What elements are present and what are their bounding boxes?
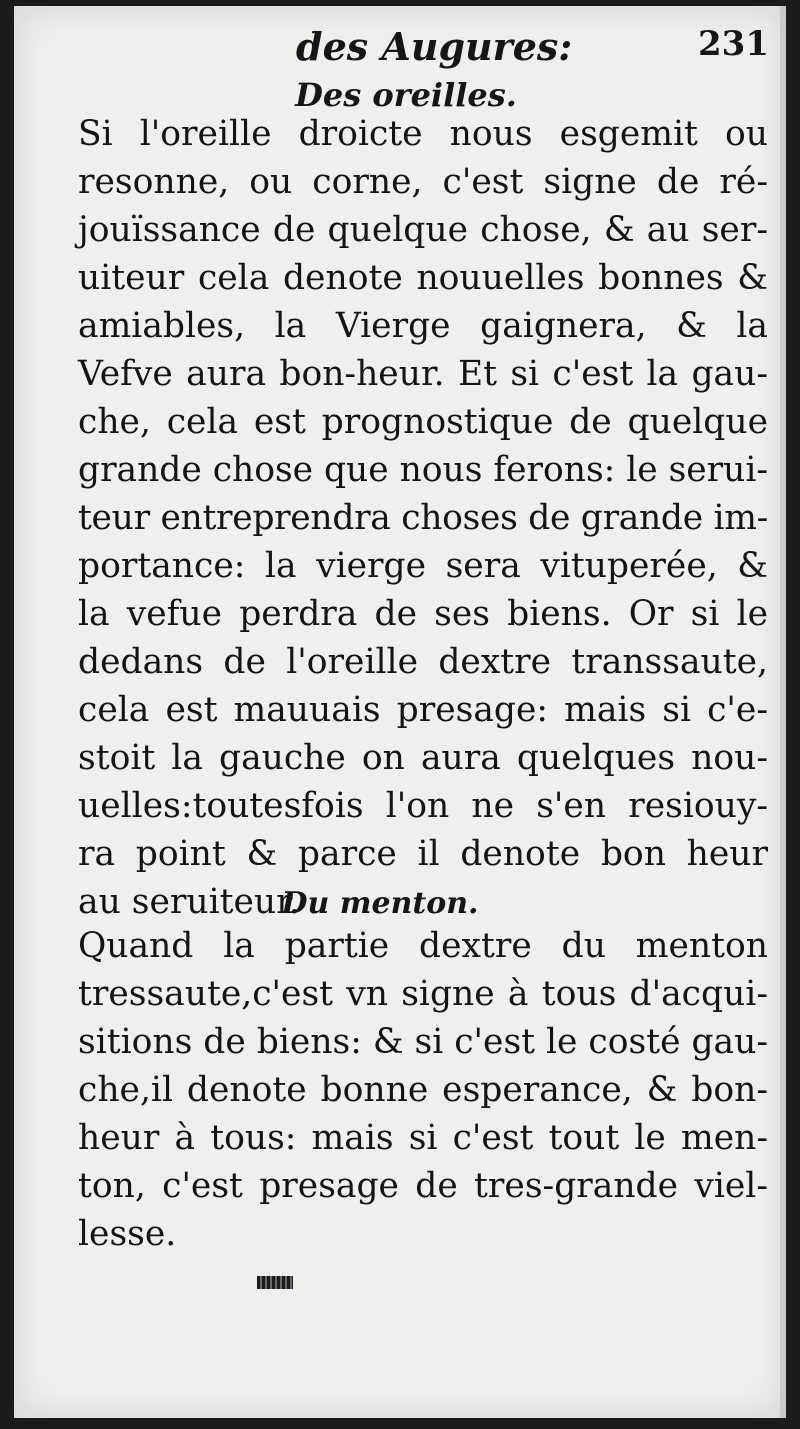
text-line: che, cela est prognostique de quelque [78,402,768,442]
page-edge [780,6,786,1418]
text-line: uiteur cela denote nouuelles bonnes & [78,258,768,298]
text-line: au seruiteur. [78,882,300,922]
text-line: amiables, la Vierge gaignera, & la [78,306,768,346]
text-line: heur à tous: mais si c'est tout le men- [78,1118,768,1158]
text-line: la vefue perdra de ses biens. Or si le [78,594,768,634]
text-line: Si l'oreille droicte nous esgemit ou [78,114,768,154]
section-title-menton: Du menton. [281,886,479,921]
text-line: grande chose que nous ferons: le serui- [78,450,768,490]
text-line: sitions de biens: & si c'est le costé gau- [78,1022,768,1062]
running-title: des Augures: [296,24,573,69]
text-line: uelles:toutesfois l'on ne s'en resiouy- [78,786,768,826]
paragraph-oreilles [78,110,768,926]
text-line: cela est mauuais presage: mais si c'e- [78,690,768,730]
text-line: che,il denote bonne esperance, & bon- [78,1070,768,1110]
text-line: ton, c'est presage de tres-grande viel- [78,1166,768,1206]
text-line: Vefve aura bon-heur. Et si c'est la gau- [78,354,768,394]
text-line: tressaute,c'est vn signe à tous d'acqui- [78,974,768,1014]
text-line: stoit la gauche on aura quelques nou- [78,738,768,778]
text-line: ra point & parce il denote bon heur [78,834,768,874]
text-line: Quand la partie dextre du menton [78,926,768,966]
printer-ornament [257,1276,293,1289]
text-line: teur entreprendra choses de grande im- [78,498,768,538]
paragraph-menton [78,922,768,1258]
section-title-oreilles: Des oreilles. [295,76,517,114]
text-line: dedans de l'oreille dextre transsaute, [78,642,768,682]
running-head [14,20,786,70]
text-line: jouïssance de quelque chose, & au ser- [78,210,768,250]
book-page [14,6,786,1418]
text-line: portance: la vierge sera vituperée, & [78,546,768,586]
text-line: lesse. [78,1214,177,1254]
page-number: 231 [698,24,769,64]
text-line: resonne, ou corne, c'est signe de ré- [78,162,768,202]
